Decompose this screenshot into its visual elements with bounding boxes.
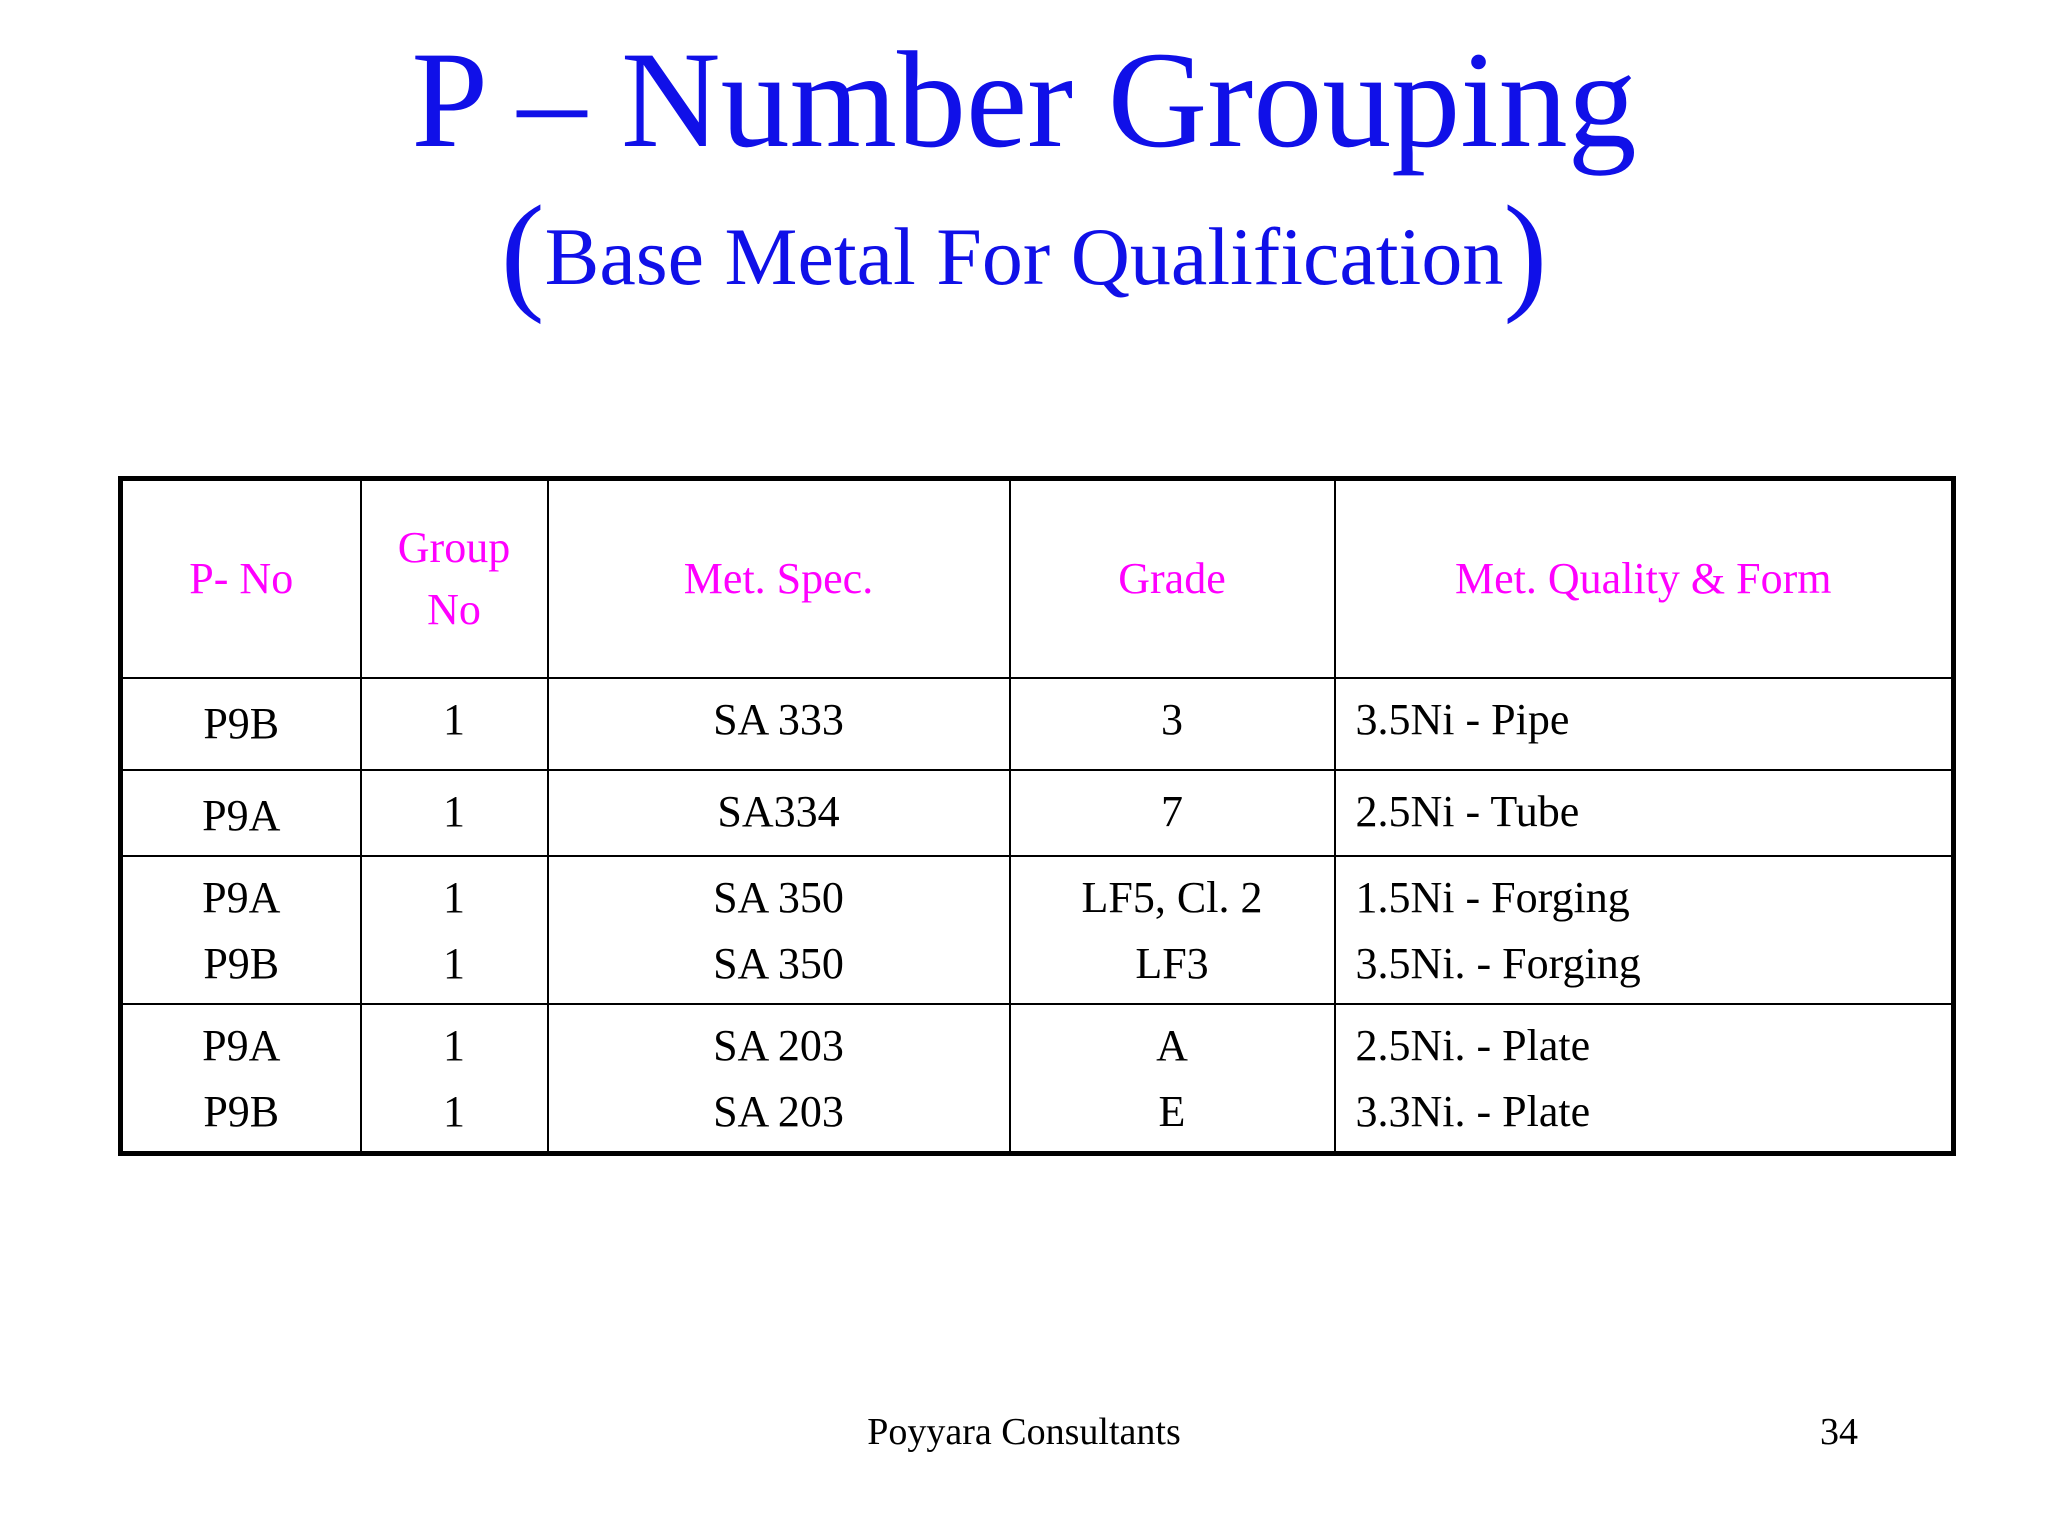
cell-p-no (121, 1004, 361, 1154)
cell-line: SA 203 (713, 1021, 844, 1070)
cell-line: 7 (1161, 787, 1183, 836)
cell-line: 1 (443, 1087, 465, 1136)
cell-grade (1010, 770, 1335, 856)
cell-met-spec (548, 770, 1010, 856)
cell-line: P9B (203, 1087, 280, 1136)
header-p-no: P- No (121, 479, 361, 679)
cell-line: SA 333 (713, 695, 844, 744)
cell-line: A (1156, 1021, 1188, 1070)
cell-met-spec (548, 678, 1010, 770)
cell-line: SA334 (717, 787, 840, 836)
cell-line: 3.5Ni - Pipe (1355, 695, 1570, 744)
cell-group-no (361, 856, 548, 1004)
cell-line: P9A (202, 791, 281, 840)
header-group-no-line2: No (427, 585, 481, 634)
cell-grade (1010, 1004, 1335, 1154)
cell-met-quality (1335, 1004, 1954, 1154)
p-number-table (118, 476, 1956, 1156)
cell-p-no (121, 770, 361, 856)
header-grade: Grade (1010, 479, 1335, 679)
cell-line: P9A (202, 873, 281, 922)
cell-line: P9B (203, 939, 280, 988)
cell-line: SA 350 (713, 873, 844, 922)
subtitle-close-paren: ) (1503, 178, 1548, 325)
cell-met-quality (1335, 856, 1954, 1004)
table-row (121, 856, 1954, 1004)
cell-line: SA 203 (713, 1087, 844, 1136)
cell-line: SA 350 (713, 939, 844, 988)
header-met-spec: Met. Spec. (548, 479, 1010, 679)
table-row (121, 770, 1954, 856)
header-met-quality: Met. Quality & Form (1335, 479, 1954, 679)
table-header-row (121, 479, 1954, 679)
cell-grade (1010, 678, 1335, 770)
cell-p-no (121, 678, 361, 770)
cell-group-no (361, 1004, 548, 1154)
cell-line: 1 (443, 873, 465, 922)
header-group-no (361, 479, 548, 679)
cell-line: LF3 (1135, 939, 1209, 988)
cell-line: 1 (443, 695, 465, 744)
cell-line: E (1158, 1087, 1186, 1136)
cell-line: 1 (443, 787, 465, 836)
cell-line: 2.5Ni - Tube (1355, 787, 1580, 836)
table-row (121, 1004, 1954, 1154)
cell-grade (1010, 856, 1335, 1004)
cell-p-no (121, 856, 361, 1004)
cell-met-quality (1335, 770, 1954, 856)
slide-title: P – Number Grouping (411, 23, 1637, 176)
footer-page-number: 34 (1820, 1411, 1858, 1453)
cell-line: 2.5Ni. - Plate (1355, 1021, 1591, 1070)
cell-group-no (361, 770, 548, 856)
cell-line: 3.5Ni. - Forging (1355, 939, 1641, 988)
cell-met-spec (548, 1004, 1010, 1154)
cell-line: 1 (443, 1021, 465, 1070)
cell-met-spec (548, 856, 1010, 1004)
header-group-no-line1: Group (397, 523, 511, 572)
cell-met-quality (1335, 678, 1954, 770)
cell-line: LF5, Cl. 2 (1081, 873, 1263, 922)
footer-company: Poyyara Consultants (867, 1411, 1181, 1453)
table-row (121, 678, 1954, 770)
cell-group-no (361, 678, 548, 770)
cell-line: P9A (202, 1021, 281, 1070)
subtitle-text: Base Metal For Qualification (544, 211, 1504, 302)
cell-line: 1 (443, 939, 465, 988)
cell-line: 3 (1161, 695, 1183, 744)
cell-line: 1.5Ni - Forging (1355, 873, 1630, 922)
slide-subtitle (0, 178, 2048, 325)
subtitle-open-paren: ( (500, 178, 545, 325)
cell-line: P9B (203, 699, 280, 748)
cell-line: 3.3Ni. - Plate (1355, 1087, 1591, 1136)
